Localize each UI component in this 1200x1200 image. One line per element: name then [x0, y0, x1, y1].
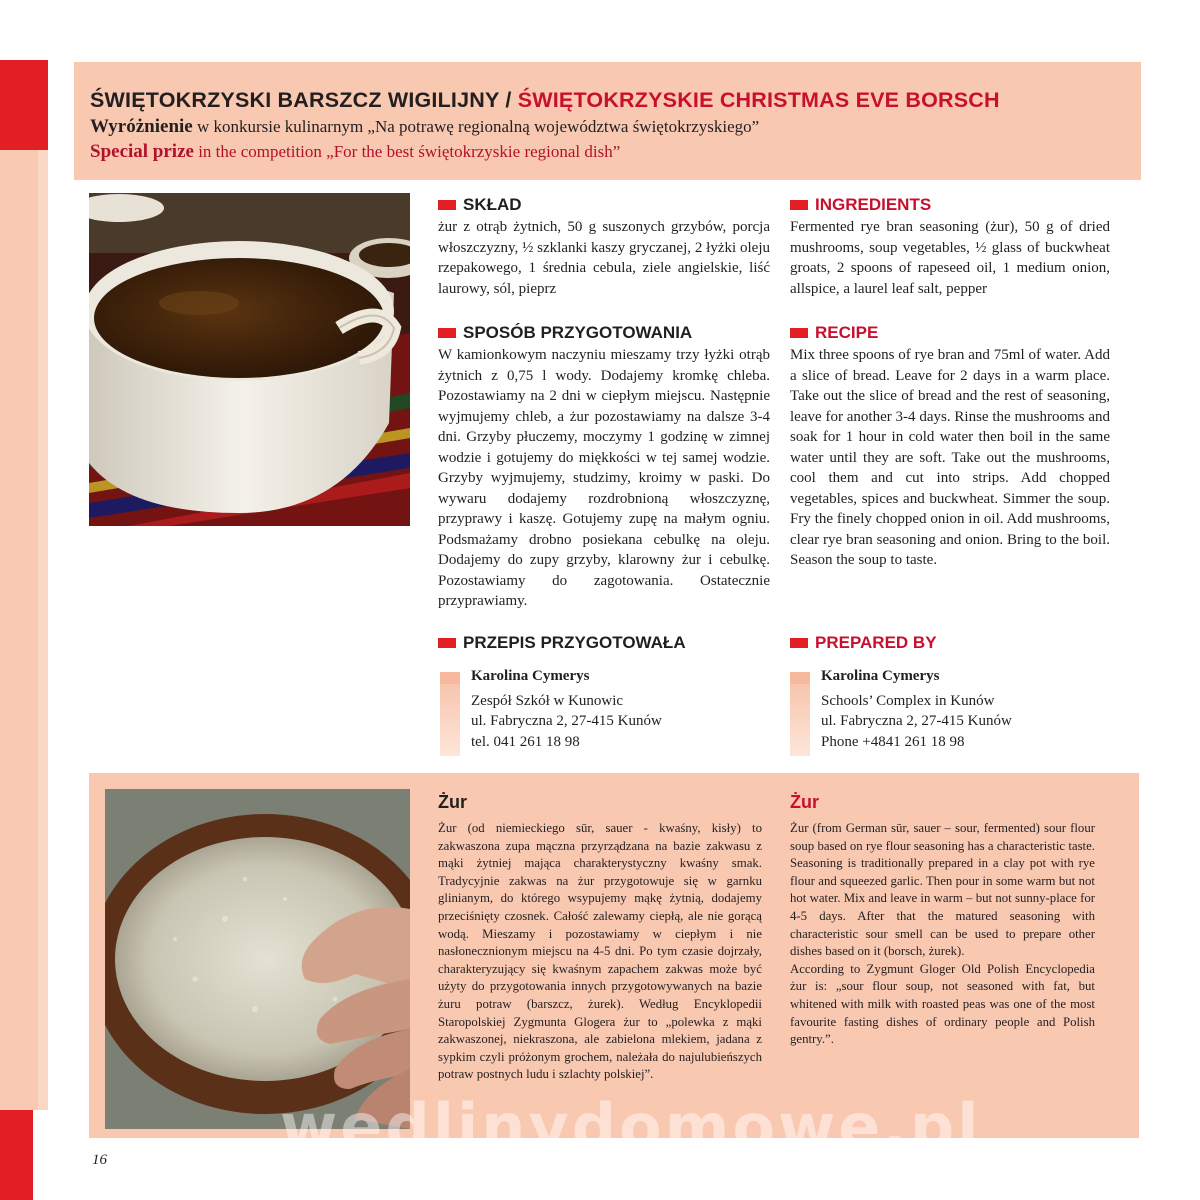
title-separator: /	[505, 88, 512, 112]
side-accent-middle-edge	[38, 150, 48, 1110]
award-polish	[90, 116, 1141, 138]
side-accent-bottom	[0, 1110, 33, 1200]
red-square-bullet	[438, 328, 456, 338]
contact-line: Schools’ Complex in Kunów	[821, 692, 995, 709]
recipe-text-polish: W kamionkowym naczyniu mieszamy trzy łyżki otrąb żytnich z 0,75 l wody. Dodajemy kromkę chleba. Pozostawiamy na 2 dni w ciepłym miejscu. Następnie wyjmujemy chleb, a żur pozostawiamy na dalsze 3-4 dni. Grzyby płuczemy, moczymy 1 godzinę w zimnej wodzie i gotujemy do miękkości w tej samej wodzie. Grzyby wyjmujemy, studzimy, kroimy w paski. Do wywaru dodajemy rozdrobnioną włoszczyznę, przyprawy i kaszę. Gotujemy zupę na małym ogniu. Podsmażamy drobno posiekana cebulkę na oleju. Dodajemy do zupy grzyby, klarowny żur i cebulkę. Pozostawiamy do zagotowania. Ostatecznie przyprawiamy.	[438, 347, 770, 609]
ingredients-heading-polish: SKŁAD	[438, 195, 522, 215]
title-box	[74, 62, 1141, 180]
ingredients-heading-english: INGREDIENTS	[790, 195, 931, 215]
zur-text-polish: Żur (od niemieckiego sūr, sauer - kwaśny, kisły) to zakwaszona zupa mączna przyrządzana na bazie zakwasu z mąki żytniej mająca charakterystyczny kwaśny smak. Tradycyjnie zakwas na żur przygotowuje się w garnku glinianym, do którego wsypujemy mąkę żytnią, dodajemy przeciśnięty czosnek. Całość zalewamy ciepłą, ale nie gorącą wodą. Mieszamy i pozostawiamy w ciepłym i nie nasłonecznionym miejscu na 4-5 dni. Po tym czasie dojrzały, charakteryzujący się kwaśnym zapachem zakwas może być użyty do przygotowania innych przygotowywanych na bazie żuru potraw (barszcz, żurek). Według Encyklopedii Staropolskiej Zygmunta Glogera żur to „polewka z mąki zakwaszonej, niekraszona, ale zabielona mlekiem, jadana z sypkim czyli próżonym grochem, należała do najulubieńszych potraw postnych ludu i szlachty polskiej”.	[438, 821, 762, 1082]
award-english	[90, 141, 1141, 163]
page-title	[90, 88, 1141, 113]
contact-line: tel. 041 261 18 98	[471, 733, 580, 750]
red-square-bullet	[790, 638, 808, 648]
ingredients-text-english: Fermented rye bran seasoning (żur), 50 g of dried mushrooms, soup vegetables, ½ glass of buckwheat groats, 2 spoons of rapeseed oil, 1 medium onion, allspice, a laurel leaf salt, pepper	[790, 219, 1110, 297]
contact-side-bar	[790, 672, 810, 756]
watermark: wedlinydomowe.pl	[280, 1090, 982, 1163]
award-polish-rest: w konkursie kulinarnym „Na potrawę regionalną województwa świętokrzyskiego”	[192, 117, 760, 136]
award-polish-bold: Wyróżnienie	[90, 116, 193, 137]
zur-heading-polish: Żur	[438, 792, 467, 812]
contact-line: Phone +4841 261 18 98	[821, 733, 965, 750]
prepared-heading-polish: PRZEPIS PRZYGOTOWAŁA	[438, 633, 686, 653]
side-accent-top	[0, 60, 48, 150]
flour-photo	[105, 789, 410, 1129]
prepared-heading-english: PREPARED BY	[790, 633, 937, 653]
recipe-heading-polish: SPOSÓB PRZYGOTOWANIA	[438, 323, 692, 343]
zur-text-english-part2: According to Zygmunt Gloger Old Polish Encyclopedia żur is: „sour flour soup, not seasoned with fat, but whitened with milk with roasted peas was one of the most favourite fasting dishes of ordinary people and Polish gentry.”.	[790, 961, 1095, 1047]
recipe-heading-english: RECIPE	[790, 323, 878, 343]
zur-heading-english: Żur	[790, 792, 819, 812]
ingredients-text-polish: żur z otrąb żytnich, 50 g suszonych grzybów, porcja włoszczyzny, ½ szklanki kaszy gryczanej, 2 łyżki oleju rzepakowego, 1 średnia cebula, ziele angielskie, liść laurowy, sól, pieprz	[438, 219, 770, 297]
contact-side-bar-top	[790, 672, 810, 684]
page-number: 16	[92, 1152, 107, 1168]
soup-photo	[89, 193, 410, 526]
contact-line: ul. Fabryczna 2, 27-415 Kunów	[471, 713, 662, 729]
zur-text-english	[790, 820, 1095, 1049]
contact-side-bar-top	[440, 672, 460, 684]
red-square-bullet	[438, 200, 456, 210]
red-square-bullet	[438, 638, 456, 648]
award-english-bold: Special prize	[90, 141, 194, 162]
recipe-text-english: Mix three spoons of rye bran and 75ml of water. Add a slice of bread. Leave for 2 days in a warm place. Take out the slice of bread and the rest of seasoning, leave for another 3-4 days. Rinse the mushrooms and soak for 1 hour in cold water then boil in the same water until they are soft. Take out the mushrooms, cool them and cut into strips. Add chopped vegetables, spices and buckwheat. Simmer the soup. Fry the finely chopped onion in oil. Add mushrooms, clear rye bran seasoning and onion. Bring to the boil. Season the soup to taste.	[790, 347, 1110, 568]
red-square-bullet	[790, 328, 808, 338]
author-name: Karolina Cymerys	[821, 668, 940, 684]
zur-text-english-part1: Żur (from German sūr, sauer – sour, fermented) sour flour soup based on rye flour seasoning has a characteristic taste. Seasoning is traditionally prepared in a clay pot with rye flour and squeezed garlic. Then pour in some warm but not hot water. Mix and leave in warm – but not sunny-place for 4-5 days. After that the matured seasoning with characteristic sour smell can be used to prepare other dishes based on it (borsch, żurek).	[790, 821, 1095, 959]
contact-side-bar	[440, 672, 460, 756]
title-english: ŚWIĘTOKRZYSKIE CHRISTMAS EVE BORSCH	[517, 88, 1000, 112]
title-polish: ŚWIĘTOKRZYSKI BARSZCZ WIGILIJNY	[90, 88, 500, 112]
contact-line: ul. Fabryczna 2, 27-415 Kunów	[821, 713, 1012, 729]
award-english-rest: in the competition „For the best świętokrzyskie regional dish”	[193, 142, 621, 161]
author-name: Karolina Cymerys	[471, 668, 590, 684]
red-square-bullet	[790, 200, 808, 210]
contact-line: Zespół Szkół w Kunowic	[471, 692, 624, 709]
